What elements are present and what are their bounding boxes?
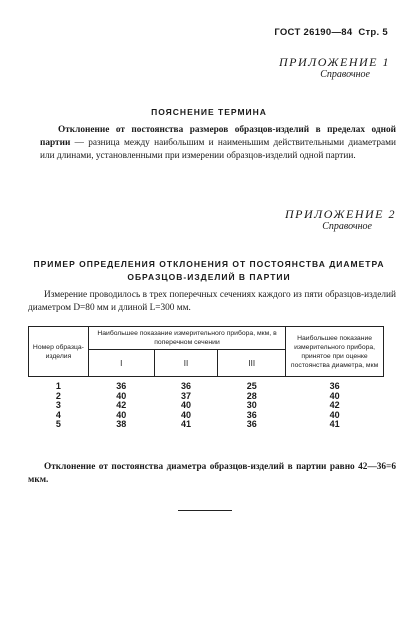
term-definition [40, 124, 396, 163]
cell-sample: 5 [55, 419, 61, 429]
appendix-1-title: ПРИЛОЖЕНИЕ 1 [279, 55, 390, 69]
cell-sample: 4 [55, 409, 61, 420]
cell-max: 41 [329, 419, 340, 429]
cell-section-2: 36 [181, 381, 192, 391]
col-result-header: Наибольшее показание измерительного прибора, принятое при оценке постоянства диаметра, мкм [286, 327, 384, 377]
cell-section-1: 42 [116, 400, 127, 410]
cell-sample: 1 [55, 381, 61, 391]
example-heading-line-2: ОБРАЗЦОВ-ИЗДЕЛИЙ В ПАРТИИ [127, 272, 291, 282]
appendix-2-subtitle: Справочное [322, 221, 372, 232]
measurement-table [28, 326, 384, 434]
col-sample-header: Номер образца-изделия [29, 327, 89, 377]
cell-sample: 3 [55, 400, 61, 410]
page-header [274, 27, 388, 38]
section-3-header: III [218, 350, 286, 377]
example-heading-line-1: ПРИМЕР ОПРЕДЕЛЕНИЯ ОТКЛОНЕНИЯ ОТ ПОСТОЯНСТВА ДИАМЕТРА [33, 259, 385, 269]
cell-sample: 2 [55, 390, 61, 401]
example-intro: Измерение проводилось в трех поперечных сечениях каждого из пяти образцов-изделий диаметром D=80 мм и длиной L=300 мм. [28, 290, 396, 313]
cell-max: 40 [329, 409, 340, 420]
cell-section-1: 40 [116, 409, 127, 420]
closing-rule [178, 510, 232, 511]
standard-number: ГОСТ 26190—84 [274, 27, 353, 38]
table-row [29, 420, 384, 434]
section-2-header: II [154, 350, 218, 377]
term-name: Отклонение от постоянства размеров образцов-изделий в пределах одной партии [40, 125, 396, 148]
term-heading: ПОЯСНЕНИЕ ТЕРМИНА [151, 107, 267, 117]
cell-section-3: 36 [246, 409, 257, 420]
conclusion: Отклонение от постоянства диаметра образцов-изделий в партии равно 42—36=6 мкм. [28, 462, 396, 485]
col-group-header: Наибольшее показание измерительного прибора, мкм, в поперечном сечении [88, 327, 285, 350]
appendix-1-subtitle: Справочное [320, 69, 370, 80]
cell-section-2: 37 [181, 390, 192, 401]
cell-section-2: 40 [181, 400, 192, 410]
cell-section-2: 40 [181, 409, 192, 420]
cell-max: 40 [329, 390, 340, 401]
cell-section-1: 38 [116, 419, 127, 429]
cell-max: 42 [329, 400, 340, 410]
cell-section-3: 28 [246, 390, 257, 401]
term-text: — разница между наибольшим и наименьшим действительными диаметрами или длинами, установленными при измерении образцов-изделий одной партии. [40, 138, 396, 161]
cell-section-1: 36 [116, 381, 127, 391]
cell-section-3: 25 [246, 381, 257, 391]
cell-section-1: 40 [116, 390, 127, 401]
section-1-header: I [88, 350, 154, 377]
cell-section-3: 30 [246, 400, 257, 410]
cell-section-2: 41 [181, 419, 192, 429]
table-row [29, 377, 384, 392]
appendix-2-title: ПРИЛОЖЕНИЕ 2 [285, 207, 396, 221]
cell-section-3: 36 [246, 419, 257, 429]
cell-max: 36 [329, 381, 340, 391]
page-number: Стр. 5 [358, 27, 388, 38]
